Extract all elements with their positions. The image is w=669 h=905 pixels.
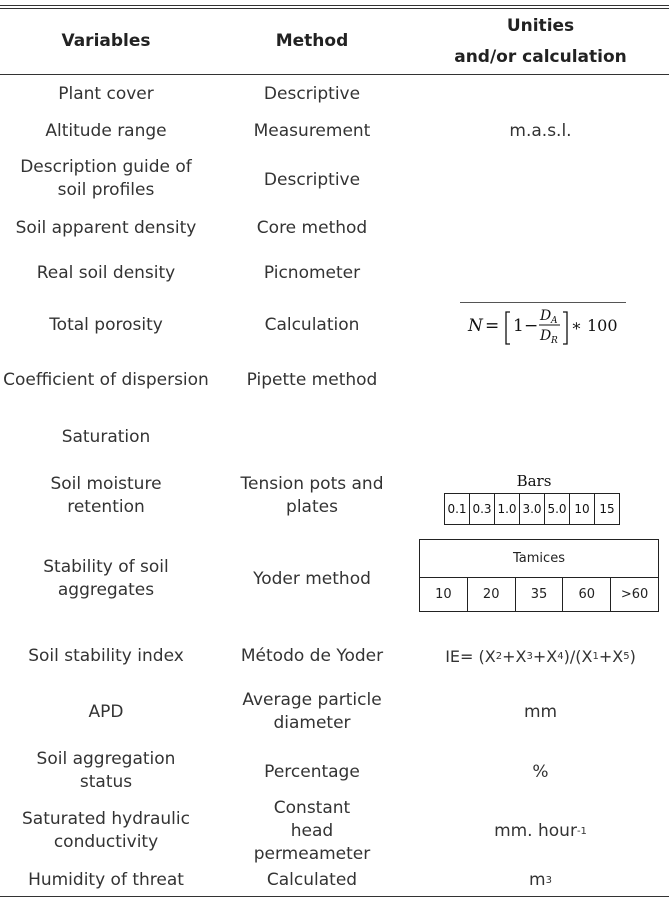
- row-unit: mm: [523, 701, 558, 722]
- unit-sup: 3: [545, 874, 552, 886]
- bars-title: Bars: [516, 472, 552, 490]
- row-variable: Soil moisture retention: [50, 474, 162, 517]
- bars-table: [444, 493, 620, 525]
- ie-sub: 1: [592, 650, 599, 662]
- formula-num: D: [540, 308, 552, 324]
- left-bracket: [506, 312, 510, 344]
- row-variable: Saturation: [61, 426, 151, 447]
- formula-times: ∗ 100: [571, 316, 618, 335]
- formula-lhs: N: [468, 316, 483, 336]
- tamices-title: Tamices: [420, 540, 658, 578]
- row-variable: Soil stability index: [28, 645, 184, 666]
- top-rule-1: [0, 5, 669, 6]
- tamices-cell: >60: [620, 587, 649, 602]
- tamices-row: [420, 578, 658, 611]
- unit-base: m: [529, 869, 546, 890]
- ie-sub: 3: [526, 650, 533, 662]
- formula-den: D: [540, 328, 552, 344]
- porosity-formula: [460, 302, 626, 350]
- ie-part: IE= (X: [445, 646, 496, 666]
- row-method: Picnometer: [263, 262, 361, 283]
- row-method: Pipette method: [246, 369, 378, 390]
- bars-cell: 0.1: [445, 494, 470, 524]
- row-method: Yoder method: [253, 568, 371, 589]
- row-method: Método de Yoder: [240, 645, 384, 666]
- bars-cell: 15: [599, 502, 615, 516]
- ie-part: +X: [502, 646, 527, 666]
- row-variable: Description guide of soil profiles: [20, 157, 192, 200]
- row-method: Descriptive: [263, 83, 361, 104]
- stability-index-formula: [412, 644, 669, 668]
- row-method: Percentage: [264, 761, 360, 782]
- tamices-cell: 60: [563, 578, 611, 611]
- top-rule-2: [0, 8, 669, 9]
- header-variables: Variables: [61, 31, 151, 51]
- header-calculation: and/or calculation: [454, 47, 627, 67]
- row-method: Tension pots and plates: [240, 474, 384, 517]
- row-variable: Soil apparent density: [15, 217, 197, 238]
- row-method: Descriptive: [263, 169, 361, 190]
- row-method: Core method: [256, 217, 368, 238]
- row-variable: Soil aggregation status: [36, 749, 176, 792]
- threat-unit: [412, 868, 669, 892]
- unit-base: mm. hour: [494, 820, 577, 841]
- row-variable: Humidity of threat: [28, 869, 184, 890]
- formula-minus: −: [524, 316, 539, 336]
- row-method: Measurement: [253, 120, 371, 141]
- header-unities: Unities: [506, 16, 575, 36]
- row-variable: Real soil density: [36, 262, 176, 283]
- bars-cell: 10: [570, 494, 595, 524]
- formula-num-sub: A: [551, 316, 558, 326]
- unit-sup: -1: [576, 825, 587, 837]
- row-unit: %: [532, 761, 549, 782]
- ie-part: ): [629, 646, 636, 666]
- formula-eq: =: [485, 316, 500, 336]
- ie-part: )/(X: [563, 646, 593, 666]
- row-method: Calculated: [266, 869, 358, 890]
- row-method: Constant head permeameter: [253, 797, 371, 864]
- header-rule: [0, 74, 669, 75]
- bars-cell: 0.3: [470, 494, 495, 524]
- row-variable: Plant cover: [58, 83, 154, 104]
- formula-svg: [460, 302, 626, 350]
- tamices-cell: 20: [468, 578, 516, 611]
- ie-part: +X: [598, 646, 624, 666]
- bars-cell: 1.0: [495, 494, 520, 524]
- ie-part: +X: [532, 646, 558, 666]
- row-method: Calculation: [264, 314, 360, 335]
- formula-den-sub: R: [551, 336, 558, 346]
- row-method: Average particle diameter: [242, 690, 382, 733]
- row-variable: APD: [88, 701, 124, 722]
- row-variable: Altitude range: [45, 120, 167, 141]
- bars-cell: 3.0: [520, 494, 545, 524]
- row-variable: Total porosity: [49, 314, 163, 335]
- bottom-rule: [0, 896, 669, 897]
- tamices-table: [419, 539, 659, 612]
- row-variable: Saturated hydraulic conductivity: [22, 809, 190, 852]
- formula-one: 1: [513, 316, 524, 336]
- conductivity-unit: [412, 819, 669, 843]
- row-variable: Coefficient of dispersion: [3, 369, 209, 390]
- tamices-cell: 10: [420, 578, 468, 611]
- right-bracket: [563, 312, 567, 344]
- bars-cell: 5.0: [545, 494, 570, 524]
- row-unit: m.a.s.l.: [509, 120, 572, 141]
- tamices-cell: 35: [516, 578, 564, 611]
- ie-sub: 4: [557, 650, 564, 662]
- row-variable: Stability of soil aggregates: [43, 557, 169, 600]
- ie-sub: 5: [623, 650, 630, 662]
- ie-sub: 2: [495, 650, 503, 662]
- header-method: Method: [275, 31, 349, 51]
